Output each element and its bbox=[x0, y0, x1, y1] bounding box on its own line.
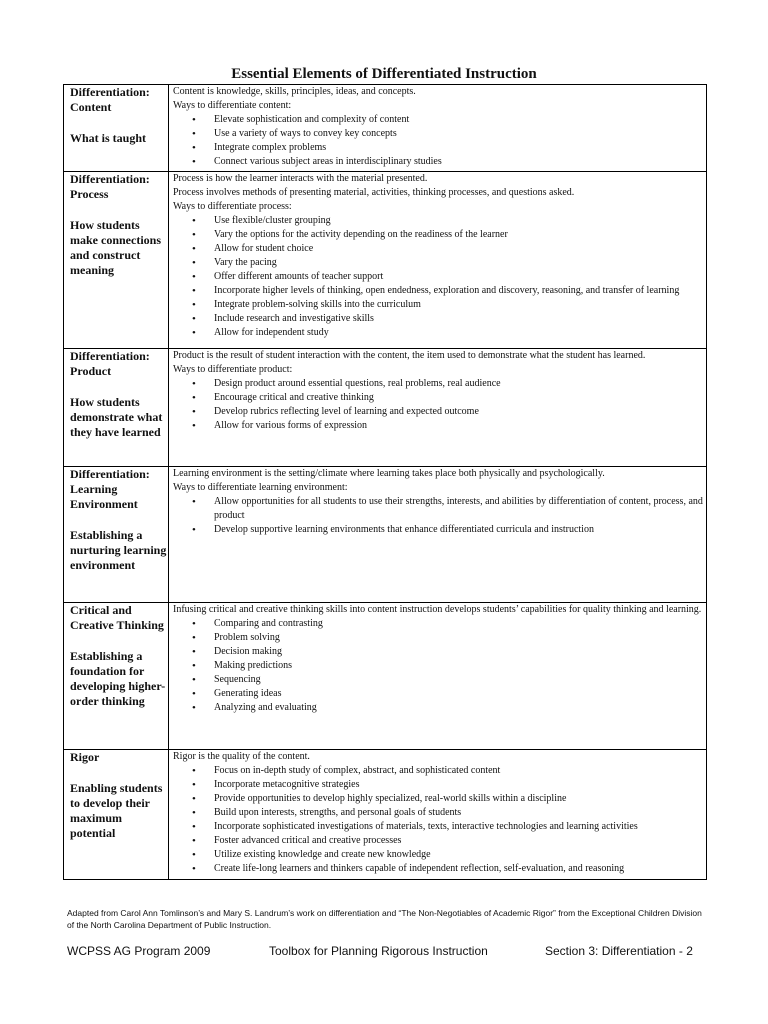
row-paragraph: Ways to differentiate learning environment: bbox=[173, 482, 348, 493]
list-item: • Use flexible/cluster grouping bbox=[214, 214, 704, 228]
list-item: • Elevate sophistication and complexity of content bbox=[214, 113, 704, 127]
table-row bbox=[64, 85, 707, 172]
row-header-cell bbox=[64, 603, 169, 750]
row-heading: Differentiation: Content bbox=[70, 85, 150, 114]
attribution-footnote: Adapted from Carol Ann Tomlinson’s and Mary S. Landrum’s work on differentiation and “The Non-Negotiables of Academic Rigor” from the Exceptional Children Division of the North Carolina Department of Public Instruction. bbox=[67, 908, 702, 930]
bullet-list bbox=[173, 113, 704, 169]
row-header-cell bbox=[64, 750, 169, 880]
list-item: • Foster advanced critical and creative processes bbox=[214, 834, 704, 848]
list-item: • Allow for student choice bbox=[214, 242, 704, 256]
row-subheading: Establishing a nurturing learning environment bbox=[70, 528, 167, 572]
table-row bbox=[64, 603, 707, 750]
list-item: • Allow opportunities for all students to use their strengths, interests, and abilities by differentiation of content, process, and product bbox=[214, 495, 704, 523]
elements-table bbox=[63, 84, 707, 880]
list-item: • Comparing and contrasting bbox=[214, 617, 704, 631]
list-item: • Allow for independent study bbox=[214, 326, 704, 340]
page-title: Essential Elements of Differentiated Instruction bbox=[231, 66, 537, 82]
bullet-list bbox=[173, 617, 704, 715]
row-content-cell bbox=[169, 85, 707, 172]
row-heading: Differentiation: Learning Environment bbox=[70, 467, 150, 511]
list-item: • Include research and investigative skills bbox=[214, 312, 704, 326]
list-item: • Analyzing and evaluating bbox=[214, 701, 704, 715]
row-paragraph: Process involves methods of presenting material, activities, thinking processes, and questions asked. bbox=[173, 187, 575, 198]
list-item: • Develop rubrics reflecting level of learning and expected outcome bbox=[214, 405, 704, 419]
row-paragraph: Ways to differentiate process: bbox=[173, 201, 292, 212]
bullet-list bbox=[173, 214, 704, 340]
row-heading: Differentiation: Product bbox=[70, 349, 150, 378]
list-item: • Vary the options for the activity depending on the readiness of the learner bbox=[214, 228, 704, 242]
row-heading: Differentiation: Process bbox=[70, 172, 150, 201]
list-item: • Incorporate metacognitive strategies bbox=[214, 778, 704, 792]
row-paragraph: Ways to differentiate content: bbox=[173, 100, 292, 111]
row-heading: Critical and Creative Thinking bbox=[70, 603, 164, 632]
bullet-list bbox=[173, 495, 704, 537]
bullet-list bbox=[173, 377, 704, 433]
row-subheading: Enabling students to develop their maximum potential bbox=[70, 781, 163, 840]
row-header-cell bbox=[64, 467, 169, 603]
list-item: • Making predictions bbox=[214, 659, 704, 673]
list-item: • Offer different amounts of teacher support bbox=[214, 270, 704, 284]
row-subheading: How students make connections and construct meaning bbox=[70, 218, 161, 277]
list-item: • Allow for various forms of expression bbox=[214, 419, 704, 433]
row-paragraph: Content is knowledge, skills, principles, ideas, and concepts. bbox=[173, 86, 416, 97]
row-subheading: Establishing a foundation for developing higher-order thinking bbox=[70, 649, 166, 708]
list-item: • Focus on in-depth study of complex, abstract, and sophisticated content bbox=[214, 764, 704, 778]
list-item: • Sequencing bbox=[214, 673, 704, 687]
row-subheading: How students demonstrate what they have learned bbox=[70, 395, 163, 439]
list-item: • Develop supportive learning environments that enhance differentiated curricula and instruction bbox=[214, 523, 704, 537]
row-content-cell bbox=[169, 349, 707, 467]
list-item: • Integrate complex problems bbox=[214, 141, 704, 155]
row-content-cell bbox=[169, 467, 707, 603]
list-item: • Provide opportunities to develop highly specialized, real-world skills within a discipline bbox=[214, 792, 704, 806]
list-item: • Create life-long learners and thinkers capable of independent reflection, self-evaluation, and reasoning bbox=[214, 862, 704, 876]
row-header-cell bbox=[64, 85, 169, 172]
list-item: • Use a variety of ways to convey key concepts bbox=[214, 127, 704, 141]
table-row bbox=[64, 467, 707, 603]
list-item: • Build upon interests, strengths, and personal goals of students bbox=[214, 806, 704, 820]
list-item: • Utilize existing knowledge and create new knowledge bbox=[214, 848, 704, 862]
footer-section: Section 3: Differentiation - 2 bbox=[545, 944, 693, 958]
row-content-cell bbox=[169, 750, 707, 880]
row-paragraph: Process is how the learner interacts with the material presented. bbox=[173, 173, 428, 184]
footer-toolbox: Toolbox for Planning Rigorous Instruction bbox=[269, 944, 488, 958]
table-row bbox=[64, 172, 707, 349]
list-item: • Design product around essential questions, real problems, real audience bbox=[214, 377, 704, 391]
list-item: • Integrate problem-solving skills into the curriculum bbox=[214, 298, 704, 312]
list-item: • Vary the pacing bbox=[214, 256, 704, 270]
row-header-cell bbox=[64, 349, 169, 467]
list-item: • Incorporate sophisticated investigations of materials, texts, interactive technologies and learning activities bbox=[214, 820, 704, 834]
row-paragraph: Learning environment is the setting/climate where learning takes place both physically and psychologically. bbox=[173, 468, 605, 479]
row-subheading: What is taught bbox=[70, 131, 147, 145]
bullet-list bbox=[173, 764, 704, 876]
row-content-cell bbox=[169, 172, 707, 349]
row-heading: Rigor bbox=[70, 750, 100, 764]
row-paragraph: Product is the result of student interaction with the content, the item used to demonstrate what the student has learned. bbox=[173, 350, 646, 361]
row-paragraph: Infusing critical and creative thinking skills into content instruction develops students’ capabilities for quality thinking and learning. bbox=[173, 604, 702, 615]
row-paragraph: Ways to differentiate product: bbox=[173, 364, 293, 375]
list-item: • Incorporate higher levels of thinking, open endedness, exploration and discovery, reasoning, and transfer of learning bbox=[214, 284, 704, 298]
list-item: • Decision making bbox=[214, 645, 704, 659]
row-header-cell bbox=[64, 172, 169, 349]
footer-program: WCPSS AG Program 2009 bbox=[67, 944, 211, 958]
table-row bbox=[64, 349, 707, 467]
row-content-cell bbox=[169, 603, 707, 750]
table-row bbox=[64, 750, 707, 880]
row-paragraph: Rigor is the quality of the content. bbox=[173, 751, 310, 762]
list-item: • Generating ideas bbox=[214, 687, 704, 701]
list-item: • Connect various subject areas in interdisciplinary studies bbox=[214, 155, 704, 169]
list-item: • Problem solving bbox=[214, 631, 704, 645]
list-item: • Encourage critical and creative thinking bbox=[214, 391, 704, 405]
